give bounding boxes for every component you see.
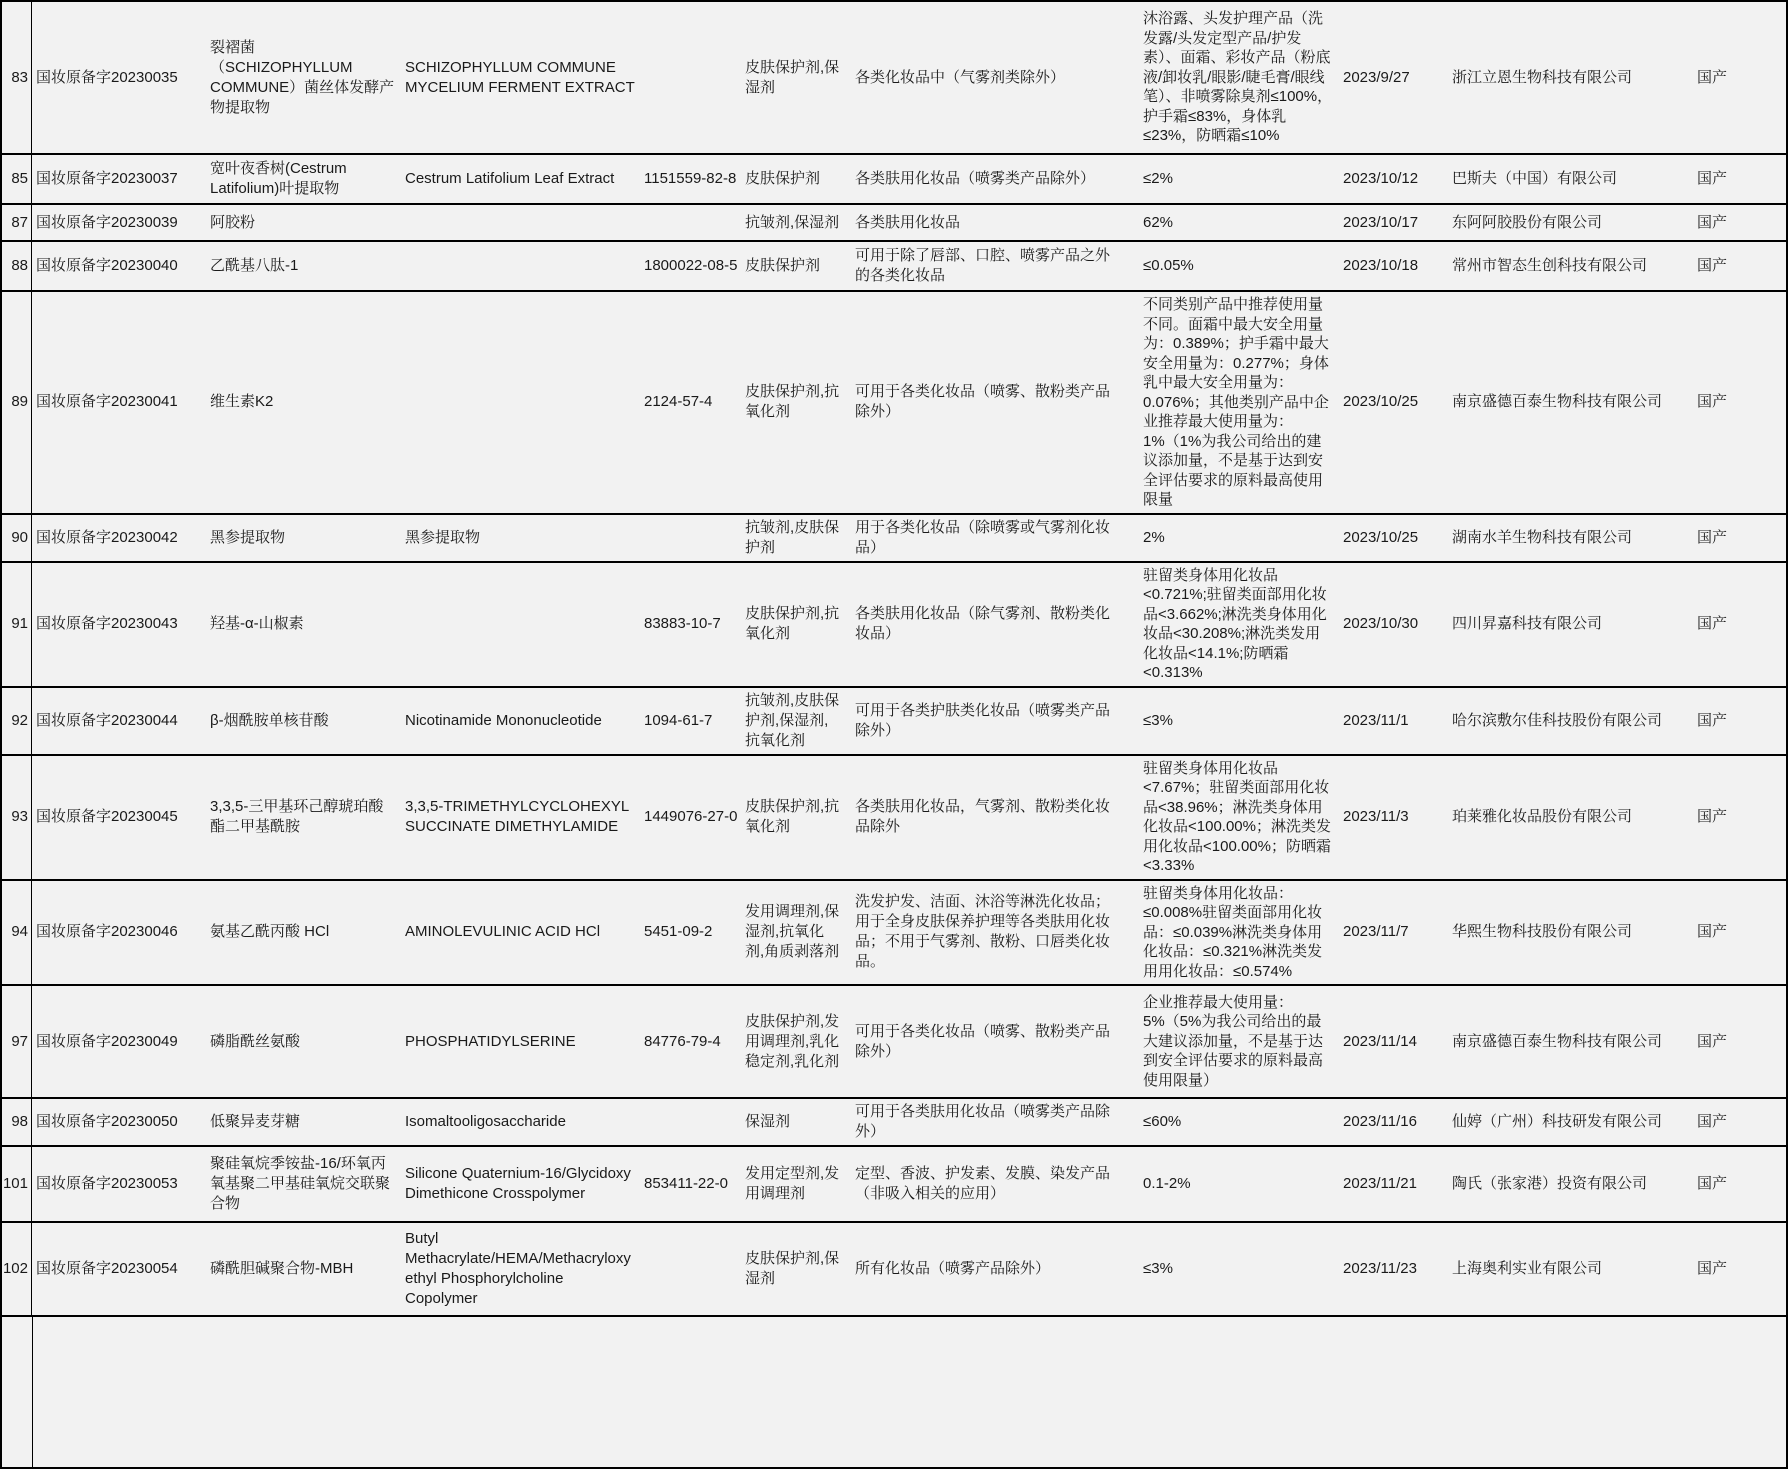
cas-number: 1151559-82-8 xyxy=(644,170,737,187)
usage-limit: 企业推荐最大使用量：5%（5%为我公司给出的最大建议添加量，不是基于达到安全评估要求的原料最高使用限量） xyxy=(1143,993,1324,1089)
cas-number: 2124-57-4 xyxy=(644,393,713,411)
row-index: 93 xyxy=(2,756,32,879)
ingredient-name-en: Cestrum Latifolium Leaf Extract xyxy=(405,170,615,187)
row-index: 83 xyxy=(2,2,32,153)
usage-limit: 62% xyxy=(1143,213,1174,231)
cas-number: 1800022-08-5 xyxy=(644,257,738,274)
registration-number: 国妆原备字20230037 xyxy=(36,170,178,187)
applicable-products: 各类肤用化妆品（喷雾类产品除外） xyxy=(855,170,1096,187)
row-index: 98 xyxy=(2,1099,32,1145)
filing-date: 2023/10/12 xyxy=(1343,170,1419,187)
ingredient-name-en: AMINOLEVULINIC ACID HCl xyxy=(405,923,601,941)
row-index: 94 xyxy=(2,881,32,985)
company-name: 常州市智态生创科技有限公司 xyxy=(1452,257,1648,274)
usage-purpose: 皮肤保护剂 xyxy=(745,257,821,274)
filing-date: 2023/11/21 xyxy=(1343,1175,1417,1192)
row-index: 90 xyxy=(2,515,32,561)
company-name: 哈尔滨敷尔佳科技股份有限公司 xyxy=(1452,711,1663,729)
ingredient-name-en: Silicone Quaternium-16/Glycidoxy Dimethicone Crosspolymer xyxy=(405,1165,631,1202)
usage-purpose: 皮肤保护剂,保湿剂 xyxy=(745,1250,840,1287)
usage-limit: ≤60% xyxy=(1143,1113,1182,1131)
usage-purpose: 皮肤保护剂,保湿剂 xyxy=(745,58,840,96)
company-name: 华熙生物科技股份有限公司 xyxy=(1452,923,1633,941)
ingredient-name-en: Nicotinamide Mononucleotide xyxy=(405,711,602,729)
filing-date: 2023/10/17 xyxy=(1343,213,1419,231)
registration-number: 国妆原备字20230042 xyxy=(36,528,178,546)
filing-date: 2023/11/7 xyxy=(1343,923,1409,941)
usage-purpose: 皮肤保护剂,抗氧化剂 xyxy=(745,605,840,642)
registration-number: 国妆原备字20230040 xyxy=(36,257,178,274)
applicable-products: 各类肤用化妆品（除气雾剂、散粉类化妆品） xyxy=(855,605,1111,642)
cas-number xyxy=(642,1266,743,1272)
ingredient-name-en xyxy=(403,220,642,226)
filing-date: 2023/10/25 xyxy=(1343,528,1419,546)
applicable-products: 洗发护发、洁面、沐浴等淋洗化妆品；用于全身皮肤保养护理等各类肤用化妆品；不用于气雾剂、散粉、口唇类化妆品。 xyxy=(855,893,1111,971)
registration-number: 国妆原备字20230046 xyxy=(36,923,178,941)
table-row xyxy=(2,2,1786,155)
ingredient-name-en: PHOSPHATIDYLSERINE xyxy=(405,1032,576,1050)
company-name: 湖南水羊生物科技有限公司 xyxy=(1452,528,1633,546)
ingredient-name-cn: 羟基-α-山椒素 xyxy=(210,615,304,632)
origin-label: 国产 xyxy=(1697,213,1728,231)
usage-limit: 0.1-2% xyxy=(1143,1175,1191,1193)
applicable-products: 可用于各类肤用化妆品（喷雾类产品除外） xyxy=(855,1103,1111,1140)
applicable-products: 可用于除了唇部、口腔、喷雾产品之外的各类化妆品 xyxy=(855,247,1111,284)
company-name: 南京盛德百泰生物科技有限公司 xyxy=(1452,1032,1663,1050)
origin-label: 国产 xyxy=(1697,1032,1728,1050)
table-row xyxy=(2,515,1786,563)
origin-label: 国产 xyxy=(1697,1113,1728,1130)
table-row xyxy=(2,292,1786,515)
row-index: 101 xyxy=(2,1147,32,1221)
filing-date: 2023/11/23 xyxy=(1343,1260,1417,1277)
company-name: 珀莱雅化妆品股份有限公司 xyxy=(1452,808,1633,825)
registration-number: 国妆原备字20230049 xyxy=(36,1032,178,1050)
applicable-products: 用于各类化妆品（除喷雾或气雾剂化妆品） xyxy=(855,518,1111,556)
origin-label: 国产 xyxy=(1697,68,1728,86)
row-index: 89 xyxy=(2,292,32,513)
origin-label: 国产 xyxy=(1697,257,1728,274)
registration-number: 国妆原备字20230053 xyxy=(36,1175,178,1192)
origin-label: 国产 xyxy=(1697,528,1728,546)
applicable-products: 各类肤用化妆品 xyxy=(855,213,961,231)
usage-limit: ≤3% xyxy=(1143,711,1173,729)
applicable-products: 可用于各类化妆品（喷雾、散粉类产品除外） xyxy=(855,1022,1111,1060)
usage-limit: 不同类别产品中推荐使用量不同。面霜中最大安全用量为：0.389%；护手霜中最大安全用量为：0.277%；身体乳中最大安全用量为：0.076%；其他类别产品中企业推荐最大使用量为：1%（1%为我公司给出的建议添加量，不是基于达到安全评估要求的原料最高使用限量 xyxy=(1143,296,1329,508)
usage-limit: ≤3% xyxy=(1143,1260,1173,1278)
usage-purpose: 皮肤保护剂 xyxy=(745,170,821,187)
usage-purpose: 抗皱剂,皮肤保护剂 xyxy=(745,518,840,556)
ingredient-name-cn: 磷脂酰丝氨酸 xyxy=(210,1032,301,1050)
table-row xyxy=(2,563,1786,688)
registration-number: 国妆原备字20230043 xyxy=(36,615,178,632)
origin-label: 国产 xyxy=(1697,393,1728,411)
filing-date: 2023/10/25 xyxy=(1343,393,1419,411)
company-name: 四川昇嘉科技有限公司 xyxy=(1452,615,1603,632)
row-index: 88 xyxy=(2,242,32,290)
cas-number xyxy=(642,220,743,226)
usage-purpose: 皮肤保护剂,抗氧化剂 xyxy=(745,383,840,421)
ingredient-name-en: 黑参提取物 xyxy=(405,528,481,546)
ingredient-name-en xyxy=(403,399,642,405)
usage-limit: 沐浴露、头发护理产品（洗发露/头发定型产品/护发素）、面霜、彩妆产品（粉底液/卸妆乳/眼影/睫毛膏/眼线笔）、非喷雾除臭剂≤100%，护手霜≤83%，身体乳≤23%，防晒霜≤10% xyxy=(1143,10,1333,145)
origin-label: 国产 xyxy=(1697,170,1728,187)
filing-date: 2023/10/30 xyxy=(1343,615,1419,632)
table-row xyxy=(2,155,1786,205)
origin-label: 国产 xyxy=(1697,923,1728,941)
company-name: 东阿阿胶股份有限公司 xyxy=(1452,213,1603,231)
company-name: 浙江立恩生物科技有限公司 xyxy=(1452,68,1633,86)
ingredient-name-cn: 黑参提取物 xyxy=(210,528,286,546)
ingredient-name-en: SCHIZOPHYLLUM COMMUNE MYCELIUM FERMENT EXTRACT xyxy=(405,58,635,96)
table-body xyxy=(2,2,1786,1317)
ingredient-name-cn: β-烟酰胺单核苷酸 xyxy=(210,711,329,729)
company-name: 南京盛德百泰生物科技有限公司 xyxy=(1452,393,1663,411)
usage-limit: ≤0.05% xyxy=(1143,257,1194,275)
origin-label: 国产 xyxy=(1697,711,1728,729)
origin-label: 国产 xyxy=(1697,1175,1728,1192)
table-row xyxy=(2,688,1786,756)
cas-number: 83883-10-7 xyxy=(644,615,721,632)
company-name: 陶氏（张家港）投资有限公司 xyxy=(1452,1175,1648,1192)
ingredient-name-cn: 磷酰胆碱聚合物-MBH xyxy=(210,1260,354,1277)
ingredient-name-cn: 宽叶夜香树(Cestrum Latifolium)叶提取物 xyxy=(210,160,347,197)
row-index: 85 xyxy=(2,155,32,203)
ingredient-name-en: 3,3,5-TRIMETHYLCYCLOHEXYL SUCCINATE DIMETHYLAMIDE xyxy=(405,798,629,835)
usage-purpose: 皮肤保护剂,发用调理剂,乳化稳定剂,乳化剂 xyxy=(745,1012,840,1070)
ingredient-name-en: Butyl Methacrylate/HEMA/Methacryloxyethyl Phosphorylcholine Copolymer xyxy=(405,1230,631,1307)
filing-date: 2023/11/14 xyxy=(1343,1032,1417,1050)
usage-purpose: 抗皱剂,保湿剂 xyxy=(745,213,840,231)
table-row xyxy=(2,1147,1786,1223)
registration-number: 国妆原备字20230054 xyxy=(36,1260,178,1277)
table-row xyxy=(2,756,1786,881)
usage-purpose: 皮肤保护剂,抗氧化剂 xyxy=(745,798,840,835)
usage-limit: 驻留类身体用化妆品：≤0.008%驻留类面部用化妆品：≤0.039%淋洗类身体用化妆品：≤0.321%淋洗类发用用化妆品：≤0.574% xyxy=(1143,884,1323,980)
applicable-products: 可用于各类护肤类化妆品（喷雾类产品除外） xyxy=(855,701,1111,739)
registration-number: 国妆原备字20230044 xyxy=(36,711,178,729)
ingredient-name-cn: 聚硅氧烷季铵盐-16/环氧丙氧基聚二甲基硅氧烷交联聚合物 xyxy=(210,1155,391,1212)
applicable-products: 所有化妆品（喷雾产品除外） xyxy=(855,1260,1051,1277)
ingredient-name-cn: 乙酰基八肽-1 xyxy=(210,257,299,274)
usage-purpose: 发用定型剂,发用调理剂 xyxy=(745,1165,840,1202)
usage-limit: 2% xyxy=(1143,528,1165,546)
ingredient-name-cn: 阿胶粉 xyxy=(210,213,256,231)
table-row xyxy=(2,205,1786,242)
table-row xyxy=(2,242,1786,292)
registration-number: 国妆原备字20230035 xyxy=(36,68,178,86)
usage-limit: ≤2% xyxy=(1143,170,1173,188)
registration-number: 国妆原备字20230050 xyxy=(36,1113,178,1130)
cas-number xyxy=(642,535,743,541)
origin-label: 国产 xyxy=(1697,808,1728,825)
ingredient-name-en: Isomaltooligosaccharide xyxy=(405,1113,566,1130)
origin-label: 国产 xyxy=(1697,615,1728,632)
company-name: 上海奥利实业有限公司 xyxy=(1452,1260,1603,1277)
table-row xyxy=(2,1223,1786,1317)
table-row xyxy=(2,986,1786,1099)
usage-purpose: 保湿剂 xyxy=(745,1113,791,1130)
ingredient-name-en xyxy=(403,263,642,269)
origin-label: 国产 xyxy=(1697,1260,1728,1277)
row-index: 97 xyxy=(2,986,32,1097)
cas-number: 5451-09-2 xyxy=(644,923,713,941)
registration-number: 国妆原备字20230039 xyxy=(36,213,178,231)
row-index: 102 xyxy=(2,1223,32,1315)
table-row xyxy=(2,881,1786,987)
company-name: 仙婷（广州）科技研发有限公司 xyxy=(1452,1113,1663,1130)
applicable-products: 各类化妆品中（气雾剂类除外） xyxy=(855,68,1066,86)
cas-number: 84776-79-4 xyxy=(644,1032,721,1050)
cas-number: 1449076-27-0 xyxy=(644,808,738,825)
filing-date: 2023/11/1 xyxy=(1343,711,1409,729)
row-index: 91 xyxy=(2,563,32,686)
ingredient-name-cn: 裂褶菌（SCHIZOPHYLLUM COMMUNE）菌丝体发酵产物提取物 xyxy=(210,38,395,116)
filing-date: 2023/10/18 xyxy=(1343,257,1419,274)
row-index: 92 xyxy=(2,688,32,754)
usage-purpose: 发用调理剂,保湿剂,抗氧化剂,角质剥落剂 xyxy=(745,903,840,961)
filing-date: 2023/11/3 xyxy=(1343,808,1409,825)
cas-number: 1094-61-7 xyxy=(644,711,713,729)
usage-purpose: 抗皱剂,皮肤保护剂,保湿剂,抗氧化剂 xyxy=(745,691,840,749)
applicable-products: 可用于各类化妆品（喷雾、散粉类产品除外） xyxy=(855,383,1111,421)
ingredient-name-cn: 维生素K2 xyxy=(210,393,274,411)
cas-number: 853411-22-0 xyxy=(644,1175,728,1192)
registration-number: 国妆原备字20230045 xyxy=(36,808,178,825)
row-index: 87 xyxy=(2,205,32,240)
applicable-products: 定型、香波、护发素、发膜、染发产品（非吸入相关的应用） xyxy=(855,1165,1111,1202)
usage-limit: 驻留类身体用化妆品<0.721%;驻留类面部用化妆品<3.662%;淋洗类身体用化妆品<30.208%;淋洗类发用化妆品<14.1%;防晒霜<0.313% xyxy=(1143,566,1327,681)
filing-date: 2023/11/16 xyxy=(1343,1113,1417,1130)
ingredient-name-cn: 氨基乙酰丙酸 HCl xyxy=(210,923,330,941)
ingredient-name-cn: 低聚异麦芽糖 xyxy=(210,1113,301,1130)
table-row xyxy=(2,1099,1786,1147)
cas-number xyxy=(642,1119,743,1125)
ingredient-name-en xyxy=(403,621,642,627)
company-name: 巴斯夫（中国）有限公司 xyxy=(1452,170,1618,187)
empty-row-area xyxy=(2,1317,1786,1467)
usage-limit: 驻留类身体用化妆品<7.67%；驻留类面部用化妆品<38.96%；淋洗类身体用化妆品<100.00%；淋洗类发用化妆品<100.00%；防晒霜<3.33% xyxy=(1143,759,1331,874)
applicable-products: 各类肤用化妆品，气雾剂、散粉类化妆品除外 xyxy=(855,798,1111,835)
ingredient-name-cn: 3,3,5-三甲基环己醇琥珀酸酯二甲基酰胺 xyxy=(210,798,384,835)
filing-date: 2023/9/27 xyxy=(1343,68,1410,86)
registration-number: 国妆原备字20230041 xyxy=(36,393,178,411)
cas-number xyxy=(642,75,743,81)
